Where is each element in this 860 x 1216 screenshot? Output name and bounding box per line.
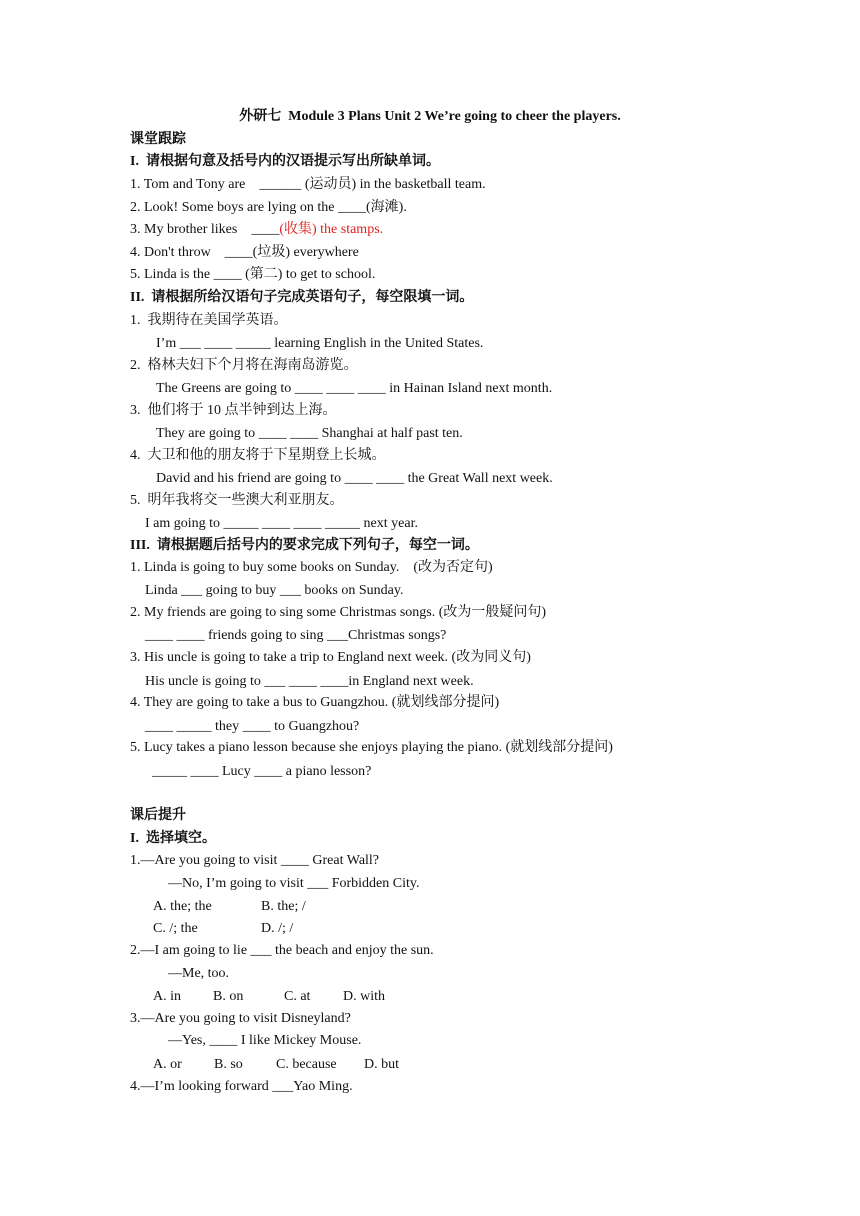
english-sentence: I’m ___ ____ _____ learning English in the United States. <box>156 336 484 351</box>
transform-question: 5. Lucy takes a piano lesson because she enjoys playing the piano. (就划线部分提问) <box>130 740 613 755</box>
part1-heading: I. 请根据句意及括号内的汉语提示写出所缺单词。 <box>130 154 440 169</box>
choice-option: C. at <box>284 989 311 1004</box>
exercise-item: 2. Look! Some boys are lying on the ____(海滩). <box>130 200 407 215</box>
choice-question: 1.—Are you going to visit ____ Great Wall? <box>130 853 380 868</box>
item3-red-text: (收集) the stamps. <box>279 222 384 237</box>
transform-question: 2. My friends are going to sing some Christmas songs. (改为一般疑问句) <box>130 605 547 620</box>
page-title: 外研七 Module 3 Plans Unit 2 We’re going to cheer the players. <box>239 109 621 124</box>
exercise-item: 1. Tom and Tony are ______ (运动员) in the basketball team. <box>130 177 486 192</box>
choice-question: 2.—I am going to lie ___ the beach and enjoy the sun. <box>130 943 434 958</box>
choice-option: B. so <box>214 1057 243 1072</box>
chinese-sentence: 5. 明年我将交一些澳大利亚朋友。 <box>130 493 344 508</box>
choice-option: B. on <box>213 989 244 1004</box>
choice-heading: I. 选择填空。 <box>130 831 216 846</box>
choice-option: A. or <box>153 1057 182 1072</box>
choice-option: D. but <box>364 1057 399 1072</box>
choice-dialogue: —No, I’m going to visit ___ Forbidden City. <box>168 876 420 891</box>
choice-option: C. /; the <box>153 921 198 936</box>
choice-question: 3.—Are you going to visit Disneyland? <box>130 1011 351 1026</box>
choice-option: A. the; the <box>153 899 212 914</box>
exercise-item: 4. Don't throw ____(垃圾) everywhere <box>130 245 359 260</box>
transform-answer: ____ ____ friends going to sing ___Christmas songs? <box>145 628 447 643</box>
choice-dialogue: —Me, too. <box>168 966 230 981</box>
exercise-item: 5. Linda is the ____ (第二) to get to school. <box>130 267 376 282</box>
chinese-sentence: 3. 他们将于 10 点半钟到达上海。 <box>130 403 337 418</box>
transform-answer: _____ ____ Lucy ____ a piano lesson? <box>152 764 372 779</box>
chinese-sentence: 2. 格林夫妇下个月将在海南岛游览。 <box>130 358 358 373</box>
transform-answer: Linda ___ going to buy ___ books on Sunday. <box>145 583 404 598</box>
choice-question: 4.—I’m looking forward ___Yao Ming. <box>130 1079 353 1094</box>
choice-dialogue: —Yes, ____ I like Mickey Mouse. <box>168 1033 362 1048</box>
choice-option: C. because <box>276 1057 337 1072</box>
exercise-item <box>130 220 383 240</box>
section-heading-after-class: 课后提升 <box>130 808 186 823</box>
transform-question: 3. His uncle is going to take a trip to England next week. (改为同义句) <box>130 650 531 665</box>
choice-option: D. with <box>343 989 385 1004</box>
transform-question: 1. Linda is going to buy some books on Sunday. (改为否定句) <box>130 560 493 575</box>
section-heading-in-class: 课堂跟踪 <box>130 132 186 147</box>
chinese-sentence: 1. 我期待在美国学英语。 <box>130 313 288 328</box>
english-sentence: They are going to ____ ____ Shanghai at half past ten. <box>156 426 463 441</box>
choice-option: B. the; / <box>261 899 306 914</box>
transform-answer: ____ _____ they ____ to Guangzhou? <box>145 719 360 734</box>
part3-heading: III. 请根据题后括号内的要求完成下列句子，每空一词。 <box>130 538 479 553</box>
item3-prefix: 3. My brother likes ____ <box>130 222 280 237</box>
choice-option: D. /; / <box>261 921 294 936</box>
transform-answer: His uncle is going to ___ ____ ____in England next week. <box>145 674 474 689</box>
choice-option: A. in <box>153 989 181 1004</box>
english-sentence: The Greens are going to ____ ____ ____ in Hainan Island next month. <box>156 381 553 396</box>
english-sentence: I am going to _____ ____ ____ _____ next year. <box>145 516 418 531</box>
chinese-sentence: 4. 大卫和他的朋友将于下星期登上长城。 <box>130 448 386 463</box>
transform-question: 4. They are going to take a bus to Guangzhou. (就划线部分提问) <box>130 695 500 710</box>
english-sentence: David and his friend are going to ____ ____ the Great Wall next week. <box>156 471 553 486</box>
part2-heading: II. 请根据所给汉语句子完成英语句子，每空限填一词。 <box>130 290 474 305</box>
